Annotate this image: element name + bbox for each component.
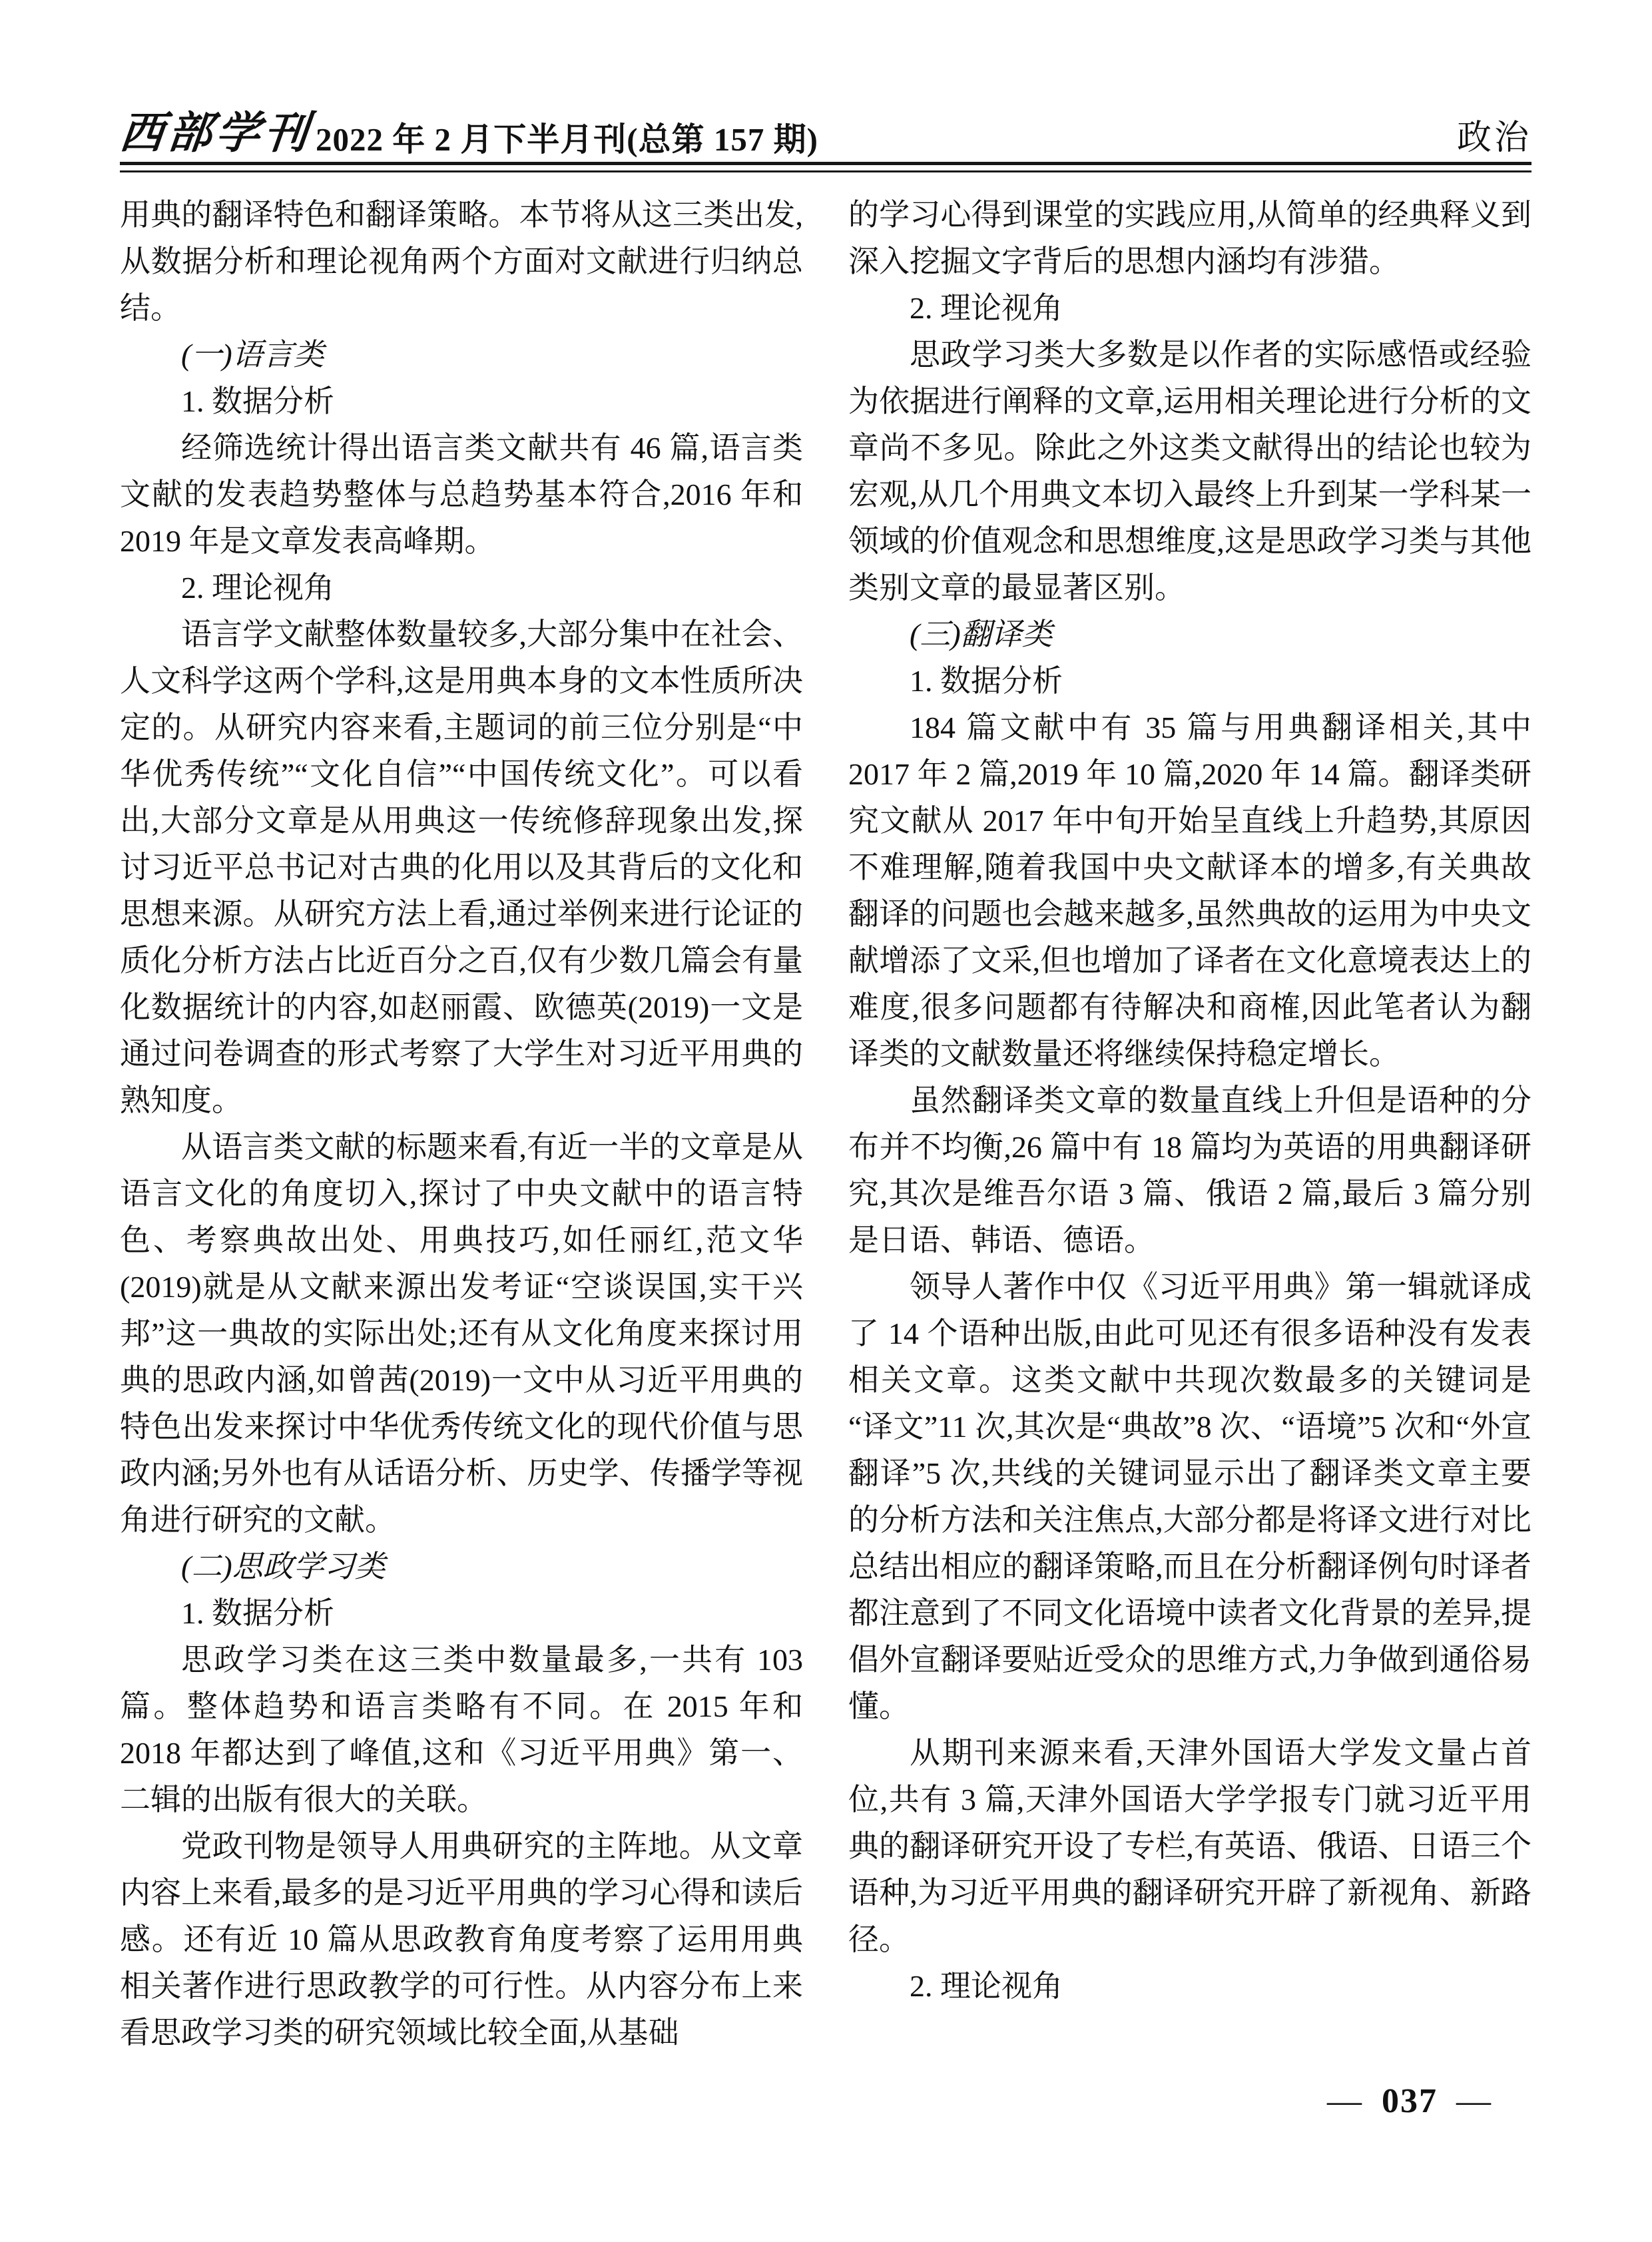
paragraph: 从语言类文献的标题来看,有近一半的文章是从语言文化的角度切入,探讨了中央文献中的语言特色、考察典故出处、用典技巧,如任丽红,范文华(2019)就是从文献来源出发考证“空谈误国,实干兴邦”这一典故的实际出处;还有从文化角度来探讨用典的思政内涵,如曾茜(2019)一文中从习近平用典的特色出发来探讨中华优秀传统文化的现代价值与思政内涵;另外也有从话语分析、历史学、传播学等视角进行研究的文献。: [120, 1130, 803, 1537]
section-heading: 2. 理论视角: [910, 291, 1063, 325]
article-body: [120, 192, 1531, 2056]
header-rule-thin: [120, 170, 1531, 172]
paragraph: 思政学习类在这三类中数量最多,一共有 103 篇。整体趋势和语言类略有不同。在 2015 年和 2018 年都达到了峰值,这和《习近平用典》第一、二辑的出版有很大的关联。: [120, 1643, 803, 1817]
section-heading: 1. 数据分析: [181, 384, 334, 418]
header-rule-thick: [120, 162, 1531, 165]
paragraph: 虽然翻译类文章的数量直线上升但是语种的分布并不均衡,26 篇中有 18 篇均为英语的用典翻译研究,其次是维吾尔语 3 篇、俄语 2 篇,最后 3 篇分别是日语、韩语、德语。: [848, 1083, 1531, 1257]
page-footer: [1327, 2084, 1492, 2119]
paragraph: 经筛选统计得出语言类文献共有 46 篇,语言类文献的发表趋势整体与总趋势基本符合,2016 年和 2019 年是文章发表高峰期。: [120, 431, 803, 558]
paragraph: 思政学习类大多数是以作者的实际感悟或经验为依据进行阐释的文章,运用相关理论进行分析的文章尚不多见。除此之外这类文献得出的结论也较为宏观,从几个用典文本切入最终上升到某一学科某一领域的价值观念和思想维度,这是思政学习类与其他类别文章的最显著区别。: [848, 338, 1531, 605]
footer-dash-left: —: [1327, 2082, 1363, 2120]
page-number: 037: [1382, 2082, 1438, 2120]
journal-logo: 西部学刊: [117, 109, 314, 158]
section-label: 政治: [1456, 119, 1531, 157]
paragraph: 从期刊来源来看,天津外国语大学发文量占首位,共有 3 篇,天津外国语大学学报专门就习近平用典的翻译研究开设了专栏,有英语、俄语、日语三个语种,为习近平用典的翻译研究开辟了新视角、新路径。: [848, 1736, 1531, 1956]
footer-dash-right: —: [1456, 2082, 1492, 2120]
section-heading: 2. 理论视角: [910, 1969, 1063, 2003]
section-heading: 2. 理论视角: [181, 571, 334, 605]
section-heading: 1. 数据分析: [181, 1596, 334, 1630]
section-heading: (二)思政学习类: [181, 1549, 386, 1583]
paragraph: 用典的翻译特色和翻译策略。本节将从这三类出发,从数据分析和理论视角两个方面对文献进行归纳总结。: [120, 198, 803, 325]
section-heading: 1. 数据分析: [910, 664, 1063, 698]
section-heading: (三)翻译类: [910, 617, 1053, 651]
header-left: [117, 109, 818, 158]
left-column: [120, 192, 803, 2056]
issue-info: 2022 年 2 月下半月刊(总第 157 期): [316, 121, 818, 158]
paragraph: 语言学文献整体数量较多,大部分集中在社会、人文科学这两个学科,这是用典本身的文本性质所决定的。从研究内容来看,主题词的前三位分别是“中华优秀传统”“文化自信”“中国传统文化”。可以看出,大部分文章是从用典这一传统修辞现象出发,探讨习近平总书记对古典的化用以及其背后的文化和思想来源。从研究方法上看,通过举例来进行论证的质化分析方法占比近百分之百,仅有少数几篇会有量化数据统计的内容,如赵丽霞、欧德英(2019)一文是通过问卷调查的形式考察了大学生对习近平用典的熟知度。: [120, 617, 803, 1117]
paragraph: 184 篇文献中有 35 篇与用典翻译相关,其中 2017 年 2 篇,2019 年 10 篇,2020 年 14 篇。翻译类研究文献从 2017 年中旬开始呈直线上升趋势,其原因不难理解,随着我国中央文献译本的增多,有关典故翻译的问题也会越来越多,虽然典故的运用为中央文献增添了文采,但也增加了译者在文化意境表达上的难度,很多问题都有待解决和商榷,因此笔者认为翻译类的文献数量还将继续保持稳定增长。: [848, 710, 1531, 1071]
right-column: [848, 192, 1531, 2056]
page-header: [117, 99, 1531, 158]
paragraph: 的学习心得到课堂的实践应用,从简单的经典释义到深入挖掘文字背后的思想内涵均有涉猎。: [848, 198, 1531, 278]
section-heading: (一)语言类: [181, 338, 324, 372]
paragraph: 领导人著作中仅《习近平用典》第一辑就译成了 14 个语种出版,由此可见还有很多语种没有发表相关文章。这类文献中共现次数最多的关键词是“译文”11 次,其次是“典故”8 次、“语境”5 次和“外宣翻译”5 次,共线的关键词显示出了翻译类文章主要的分析方法和关注焦点,大部分都是将译文进行对比总结出相应的翻译策略,而且在分析翻译例句时译者都注意到了不同文化语境中读者文化背景的差异,提倡外宣翻译要贴近受众的思维方式,力争做到通俗易懂。: [848, 1270, 1531, 1723]
paragraph: 党政刊物是领导人用典研究的主阵地。从文章内容上来看,最多的是习近平用典的学习心得和读后感。还有近 10 篇从思政教育角度考察了运用用典相关著作进行思政教学的可行性。从内容分布上来看思政学习类的研究领域比较全面,从基础: [120, 1829, 803, 2050]
